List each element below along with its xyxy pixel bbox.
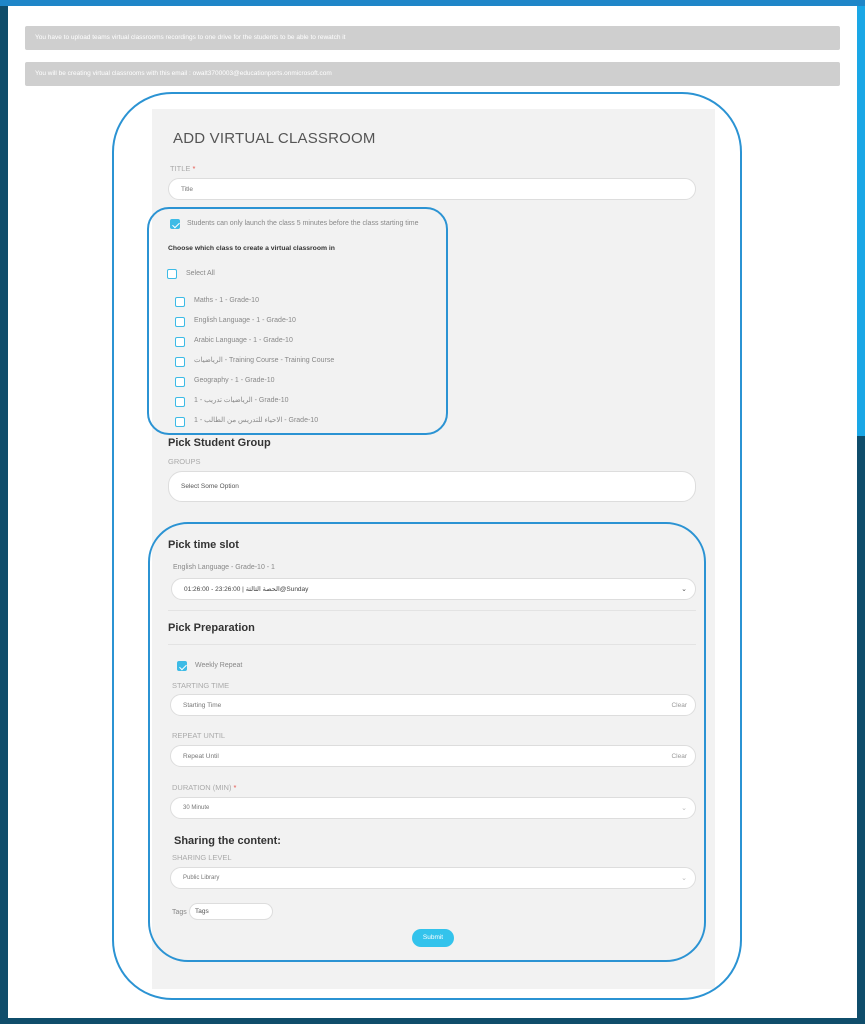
sharing-level-value: Public Library	[183, 875, 220, 881]
class-checkbox-1[interactable]	[175, 317, 185, 327]
select-all-label: Select All	[186, 270, 215, 277]
select-all-checkbox[interactable]	[167, 269, 177, 279]
class-label-4: Geography - 1 - Grade-10	[194, 377, 275, 384]
launch-rule-label: Students can only launch the class 5 minutes before the class starting time	[187, 220, 419, 227]
recordings-notice: You have to upload teams virtual classrooms recordings to one drive for the students to be able to rewatch it	[25, 26, 840, 50]
choose-class-label: Choose which class to create a virtual classroom in	[168, 245, 335, 252]
time-slot-class: English Language - Grade-10 - 1	[173, 564, 275, 571]
weekly-repeat-checkbox[interactable]	[177, 661, 187, 671]
class-label-2: Arabic Language - 1 - Grade-10	[194, 337, 293, 344]
right-accent-strip	[857, 6, 865, 436]
groups-label: GROUPS	[168, 457, 201, 466]
repeat-until-label: REPEAT UNTIL	[172, 731, 226, 740]
weekly-repeat-label: Weekly Repeat	[195, 662, 243, 669]
groups-placeholder: Select Some Option	[181, 483, 239, 490]
class-checkbox-4[interactable]	[175, 377, 185, 387]
duration-label: DURATION (MIN) *	[172, 783, 237, 792]
repeat-until-placeholder: Repeat Until	[183, 752, 219, 760]
time-slot-value: 01:26:00 - 23:26:00 | الحصة الثالثة@Sunday	[184, 586, 309, 593]
class-checkbox-0[interactable]	[175, 297, 185, 307]
groups-select[interactable]	[168, 471, 696, 502]
chevron-down-icon: ⌄	[681, 586, 687, 593]
divider	[168, 644, 696, 645]
duration-value: 30 Minute	[183, 805, 210, 811]
student-group-heading: Pick Student Group	[168, 437, 271, 449]
email-notice: You will be creating virtual classrooms with this email : owalt3700003@educationports.onmicrosoft.com	[25, 62, 840, 86]
starting-time-label: STARTING TIME	[172, 681, 230, 690]
sharing-level-select[interactable]	[170, 867, 696, 889]
repeat-until-clear-button[interactable]: Clear	[671, 752, 687, 760]
starting-time-placeholder: Starting Time	[183, 701, 222, 709]
sharing-heading: Sharing the content:	[174, 835, 281, 847]
class-label-3: الرياضيات - Training Course - Training Course	[194, 357, 335, 364]
tags-label: Tags	[172, 909, 187, 916]
class-label-0: Maths - 1 - Grade-10	[194, 297, 259, 304]
divider	[168, 610, 696, 611]
chevron-down-icon: ⌄	[681, 875, 687, 882]
duration-select[interactable]	[170, 797, 696, 819]
title-label: TITLE *	[170, 164, 196, 173]
title-input[interactable]	[168, 178, 696, 200]
class-checkbox-3[interactable]	[175, 357, 185, 367]
class-selection-outline	[147, 207, 448, 435]
class-label-6: الاحياء للتدريس من الطالب - 1 - Grade-10	[194, 417, 319, 424]
class-checkbox-2[interactable]	[175, 337, 185, 347]
sharing-level-label: SHARING LEVEL	[172, 853, 232, 862]
class-label-1: English Language - 1 - Grade-10	[194, 317, 296, 324]
page-title: ADD VIRTUAL CLASSROOM	[173, 130, 376, 147]
class-checkbox-5[interactable]	[175, 397, 185, 407]
launch-rule-checkbox[interactable]	[170, 219, 180, 229]
repeat-until-input[interactable]	[170, 745, 696, 767]
chevron-down-icon: ⌄	[681, 805, 687, 812]
tags-input[interactable]	[189, 903, 273, 920]
time-slot-heading: Pick time slot	[168, 539, 239, 551]
title-placeholder: Title	[181, 185, 194, 193]
preparation-heading: Pick Preparation	[168, 622, 255, 634]
starting-time-input[interactable]	[170, 694, 696, 716]
time-slot-select[interactable]	[171, 578, 696, 600]
tags-placeholder: Tags	[195, 908, 209, 915]
submit-button[interactable]: Submit	[412, 929, 454, 947]
class-checkbox-6[interactable]	[175, 417, 185, 427]
starting-time-clear-button[interactable]: Clear	[671, 701, 687, 709]
class-label-5: الرياضيات تدريب - 1 - Grade-10	[194, 397, 289, 404]
